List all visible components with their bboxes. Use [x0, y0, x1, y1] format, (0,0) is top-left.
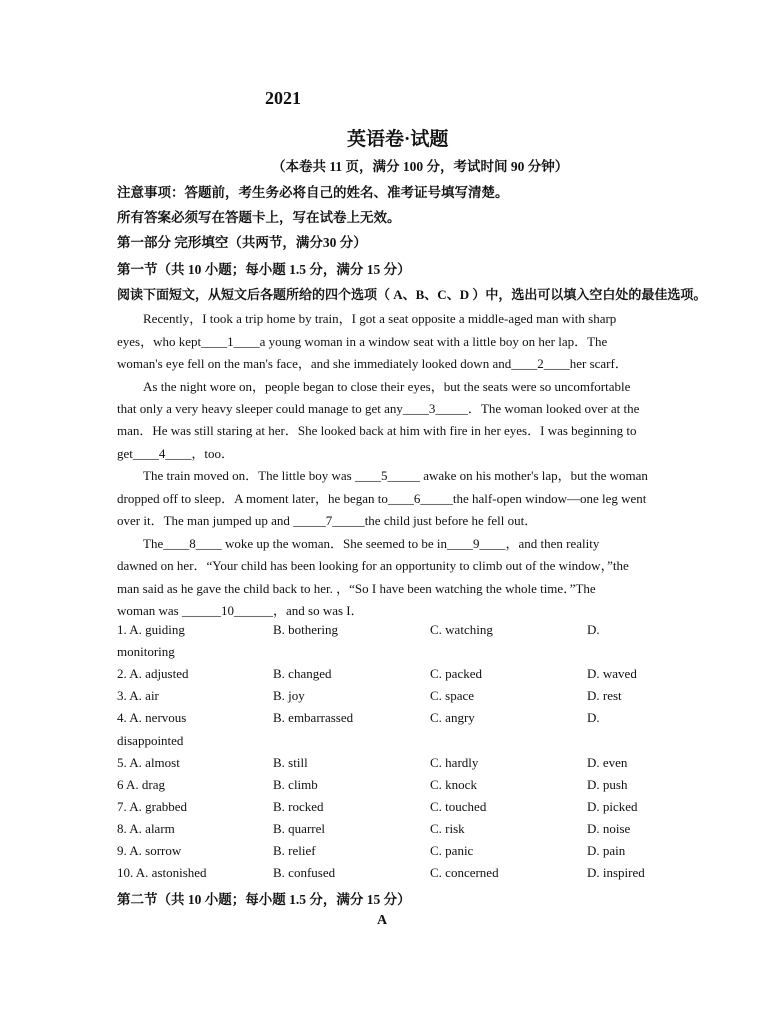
option-d: D. pain: [587, 843, 626, 858]
option-d: D.: [587, 622, 600, 637]
passage-line: The____8____ woke up the woman．She seemed to be in____9____，and then reality: [143, 536, 600, 551]
option-d: D. push: [587, 777, 628, 792]
instruction-1: 注意事项：答题前，考生务必将自己的姓名、准考证号填写清楚。: [117, 185, 509, 200]
section-2-heading: 第二节（共 10 小题；每小题 1.5 分，满分 15 分）: [117, 892, 411, 907]
option-d-wrap: disappointed: [117, 733, 184, 748]
option-c: C. hardly: [430, 755, 479, 770]
blank-6: ____6_____: [387, 491, 453, 506]
option-b: B. relief: [273, 843, 316, 858]
option-b: B. embarrassed: [273, 710, 354, 725]
passage-line: man said as he gave the child back to her. ，“So I have been watching the whole time．”The: [117, 581, 596, 596]
option-d: D. noise: [587, 821, 631, 836]
option-d: D. rest: [587, 688, 622, 703]
passage-line: dawned on her．“Your child has been looking for an opportunity to climb out of the window，”the: [117, 558, 629, 573]
blank-9: ____9____: [447, 536, 506, 551]
option-a: 3. A. air: [117, 688, 159, 703]
passage-line: man．He was still staring at her．She looked back at him with fire in her eyes．I was beginning to: [117, 423, 637, 438]
option-b: B. climb: [273, 777, 318, 792]
passage-line: that only a very heavy sleeper could manage to get any____3_____．The woman looked over at the: [117, 401, 640, 416]
passage-line: Recently，I took a trip home by train，I got a seat opposite a middle-aged man with sharp: [143, 311, 617, 326]
option-d: D. inspired: [587, 865, 645, 880]
option-c: C. risk: [430, 821, 465, 836]
passage-line: woman's eye fell on the man's face，and she immediately looked down and____2____her scarf．: [117, 356, 628, 371]
passage-line: woman was ______10______，and so was I．: [117, 603, 364, 618]
option-c: C. angry: [430, 710, 475, 725]
option-a: 8. A. alarm: [117, 821, 175, 836]
exam-info: （本卷共 11 页，满分 100 分，考试时间 90 分钟）: [272, 159, 569, 174]
option-c: C. packed: [430, 666, 482, 681]
option-a: 6 A. drag: [117, 777, 166, 792]
option-a: 4. A. nervous: [117, 710, 187, 725]
option-b: B. rocked: [273, 799, 324, 814]
option-c: C. knock: [430, 777, 477, 792]
passage-line: dropped off to sleep．A moment later，he began to____6_____the half-open window—one leg went: [117, 491, 647, 506]
passage-line: eyes，who kept____1____a young woman in a window seat with a little boy on her lap．The: [117, 334, 608, 349]
option-b: B. bothering: [273, 622, 338, 637]
option-d: D. picked: [587, 799, 638, 814]
instruction-2: 所有答案必须写在答题卡上，写在试卷上无效。: [117, 210, 401, 225]
option-b: B. confused: [273, 865, 336, 880]
option-a: 1. A. guiding: [117, 622, 185, 637]
passage-label: A: [377, 913, 388, 928]
option-c: C. watching: [430, 622, 493, 637]
option-a: 5. A. almost: [117, 755, 180, 770]
option-b: B. changed: [273, 666, 332, 681]
blank-7: _____7_____: [293, 513, 365, 528]
option-c: C. space: [430, 688, 475, 703]
option-b: B. still: [273, 755, 308, 770]
option-a: 10. A. astonished: [117, 865, 207, 880]
option-d: D.: [587, 710, 600, 725]
option-d-wrap: monitoring: [117, 644, 175, 659]
page-title: 英语卷·试题: [347, 129, 449, 150]
blank-2: ____2____: [511, 356, 570, 371]
option-b: B. quarrel: [273, 821, 325, 836]
option-d: D. waved: [587, 666, 637, 681]
directions: 阅读下面短文，从短文后各题所给的四个选项（ A、B、C、D ）中，选出可以填入空白处的最佳选项。: [117, 287, 707, 302]
option-a: 7. A. grabbed: [117, 799, 188, 814]
passage-line: As the night wore on，people began to close their eyes，but the seats were so uncomfortable: [143, 379, 631, 394]
option-d: D. even: [587, 755, 628, 770]
option-c: C. concerned: [430, 865, 499, 880]
option-a: 9. A. sorrow: [117, 843, 182, 858]
blank-10: ______10______: [182, 603, 273, 618]
passage-line: The train moved on．The little boy was ____5_____ awake on his mother's lap，but the woman: [143, 468, 648, 483]
passage-line: over it．The man jumped up and _____7_____the child just before he fell out．: [117, 513, 538, 528]
section-heading: 第一部分 完形填空（共两节，满分30 分）: [117, 235, 367, 250]
option-c: C. panic: [430, 843, 474, 858]
blank-4: ____4____: [132, 446, 192, 461]
passage-line: get____4____，too．: [117, 446, 235, 461]
subsection-heading: 第一节（共 10 小题；每小题 1.5 分，满分 15 分）: [117, 262, 411, 277]
blank-8: ____8____: [163, 536, 222, 551]
blank-1: ____1____: [201, 334, 260, 349]
option-b: B. joy: [273, 688, 305, 703]
option-a: 2. A. adjusted: [117, 666, 189, 681]
blank-3: ____3_____: [402, 401, 468, 416]
option-c: C. touched: [430, 799, 487, 814]
blank-5: ____5_____: [354, 468, 420, 483]
exam-year: 2021: [265, 88, 301, 108]
